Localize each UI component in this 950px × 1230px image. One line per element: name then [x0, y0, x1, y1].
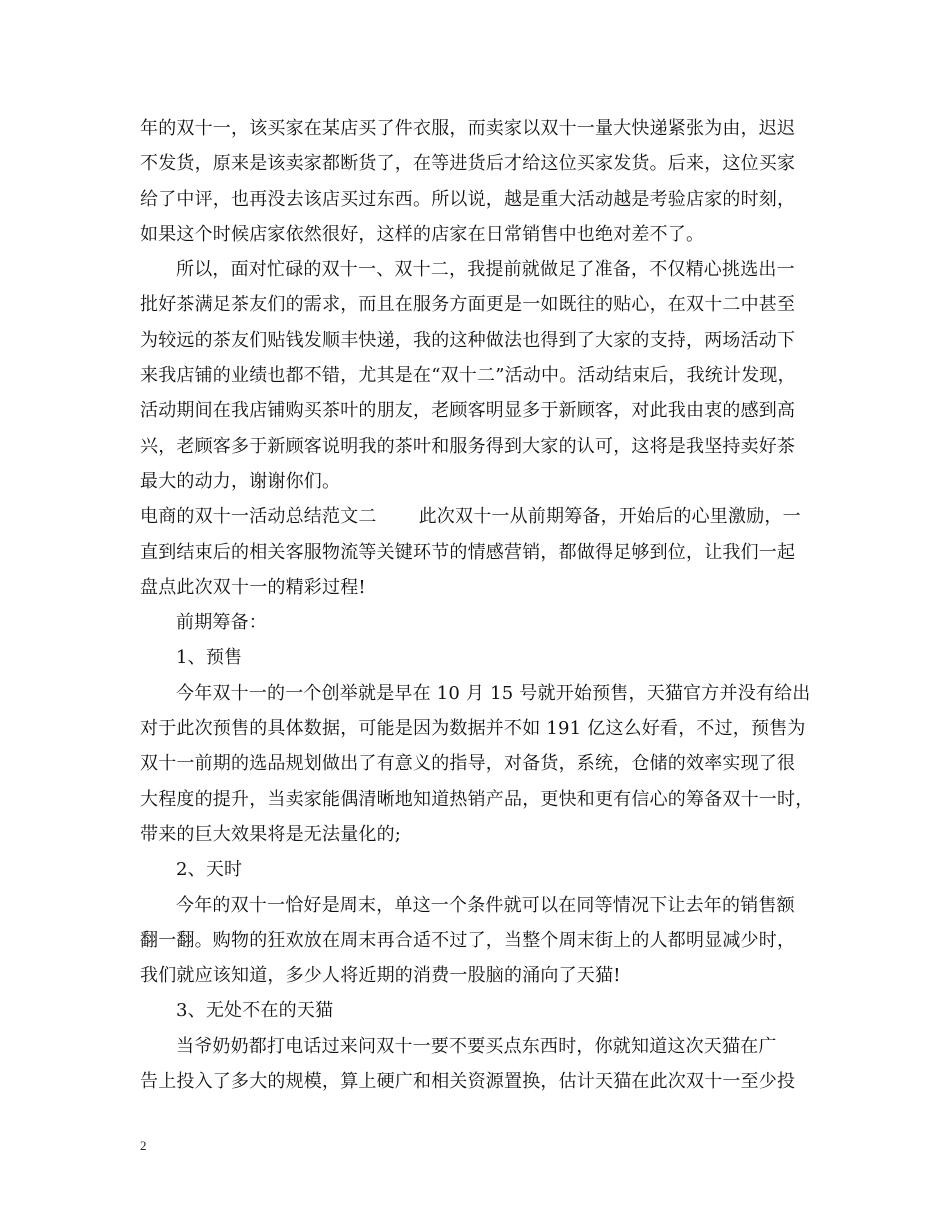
- list-heading: 1、预售: [176, 647, 243, 669]
- text-line: 活动期间在我店铺购买茶叶的朋友，老顾客明显多于新顾客，对此我由衷的感到高: [140, 400, 796, 422]
- text-line: 大程度的提升，当卖家能偶清晰地知道热销产品，更快和更有信心的筹备双十一时，: [140, 788, 814, 810]
- text-line: 今年的双十一恰好是周末，单这一个条件就可以在同等情况下让去年的销售额: [176, 894, 795, 916]
- text-line: 我们就应该知道，多少人将近期的消费一股脑的涌向了天猫!: [140, 965, 621, 987]
- text-line: 所以，面对忙碌的双十一、双十二，我提前就做足了准备，不仅精心挑选出一: [176, 259, 795, 281]
- subheading-line: 前期筹备：: [176, 612, 267, 634]
- text-line: 年的双十一，该买家在某店买了件衣服，而卖家以双十一量大快递紧张为由，迟迟: [140, 118, 796, 139]
- text-line: 不发货，原来是该卖家都断货了，在等进货后才给这位买家发货。后来，这位买家: [140, 153, 796, 175]
- text-line: 当爷奶奶都打电话过来问双十一要不要买点东西时，你就知道这次天猫在广: [176, 1035, 777, 1057]
- text-line: 今年双十一的一个创举就是早在 10 月 15 号就开始预售，天猫官方并没有给出: [176, 682, 811, 704]
- text-line: 最大的动力，谢谢你们。: [140, 470, 341, 492]
- list-heading: 3、无处不在的天猫: [176, 1000, 334, 1022]
- section-heading-line: [140, 499, 830, 534]
- text-line: 如果这个时候店家依然很好，这样的店家在日常销售中也绝对差不了。: [140, 223, 705, 245]
- text-line: 直到结束后的相关客服物流等关键环节的情感营销，都做得足够到位，让我们一起: [140, 541, 796, 563]
- text-line: 翻一翻。购物的狂欢放在周末再合适不过了，当整个周末街上的人都明显减少时，: [140, 929, 796, 951]
- page-number: 2: [140, 1138, 147, 1153]
- text-line: 带来的巨大效果将是无法量化的;: [140, 823, 402, 845]
- text-line: 告上投入了多大的规模，算上硬广和相关资源置换，估计天猫在此次双十一至少投: [140, 1071, 796, 1093]
- text-line: 批好茶满足茶友们的需求，而且在服务方面更是一如既往的贴心，在双十二中甚至: [140, 294, 796, 316]
- text-line: 兴，老顾客多于新顾客说明我的茶叶和服务得到大家的认可，这将是我坚持卖好茶: [140, 435, 796, 457]
- document-body: [140, 111, 830, 1099]
- text-line: 盘点此次双十一的精彩过程!: [140, 576, 366, 598]
- text-line: 对于此次预售的具体数据，可能是因为数据并不如 191 亿这么好看，不过，预售为: [140, 718, 806, 740]
- section-heading: 电商的双十一活动总结范文二: [140, 506, 377, 528]
- text-line: 给了中评，也再没去该店买过东西。所以说，越是重大活动越是考验店家的时刻，: [140, 188, 796, 210]
- text-line: 来我店铺的业绩也都不错，尤其是在“双十二”活动中。活动结束后，我统计发现，: [140, 365, 796, 387]
- text-line: 双十一前期的选品规划做出了有意义的指导，对备货，系统，仓储的效率实现了很: [140, 753, 796, 775]
- list-heading: 2、天时: [176, 859, 243, 881]
- section-intro-text: 此次双十一从前期筹备，开始后的心里激励，一: [418, 506, 801, 528]
- text-line: 为较远的茶友们贴钱发顺丰快递，我的这种做法也得到了大家的支持，两场活动下: [140, 329, 796, 351]
